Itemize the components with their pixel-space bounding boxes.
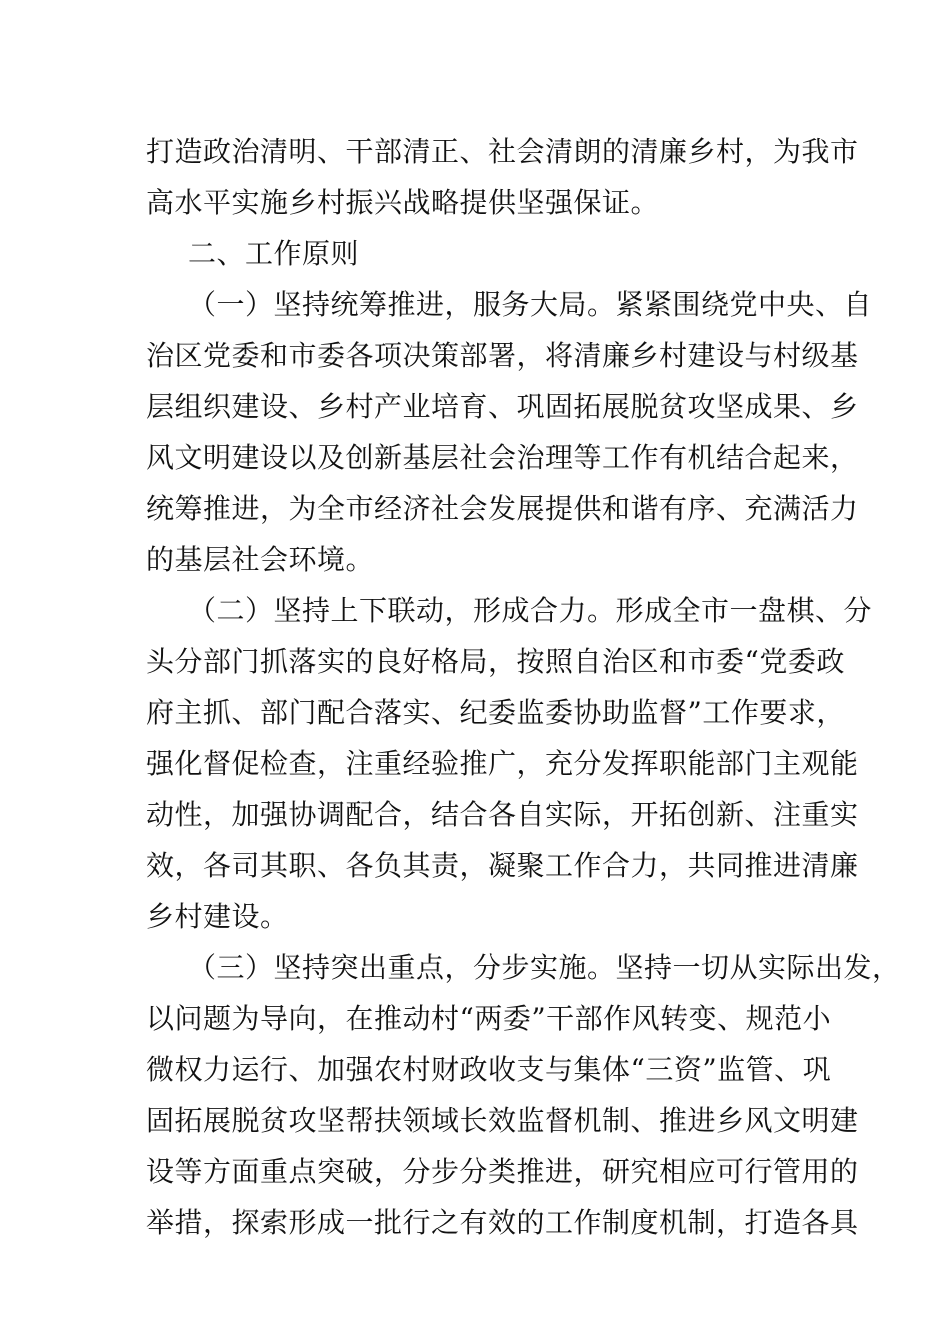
- paragraph-first-line: （二）坚持上下联动，形成合力。形成全市一盘棋、分: [188, 594, 873, 627]
- paragraph-first-line: （一）坚持统筹推进，服务大局。紧紧围绕党中央、自: [188, 288, 873, 321]
- text-line: 乡村建设。: [146, 900, 289, 933]
- text-line: 府主抓、部门配合落实、纪委监委协助监督”工作要求，: [146, 696, 845, 729]
- text-line: 以问题为导向，在推动村“两委”干部作风转变、规范小: [146, 1002, 832, 1035]
- text-line: 统筹推进，为全市经济社会发展提供和谐有序、充满活力: [146, 492, 859, 525]
- section-heading: 二、工作原则: [188, 237, 360, 270]
- text-line: 固拓展脱贫攻坚帮扶领域长效监督机制、推进乡风文明建: [146, 1104, 859, 1137]
- text-line: 举措，探索形成一批行之有效的工作制度机制，打造各具: [146, 1206, 859, 1239]
- text-line: 打造政治清明、干部清正、社会清朗的清廉乡村，为我市: [146, 135, 859, 168]
- text-line: 强化督促检查，注重经验推广，充分发挥职能部门主观能: [146, 747, 859, 780]
- text-line: 的基层社会环境。: [146, 543, 375, 576]
- text-line: 高水平实施乡村振兴战略提供坚强保证。: [146, 186, 660, 219]
- text-line: 风文明建设以及创新基层社会治理等工作有机结合起来，: [146, 441, 859, 474]
- text-line: 设等方面重点突破，分步分类推进，研究相应可行管用的: [146, 1155, 859, 1188]
- text-line: 头分部门抓落实的良好格局，按照自治区和市委“党委政: [146, 645, 845, 678]
- text-line: 治区党委和市委各项决策部署，将清廉乡村建设与村级基: [146, 339, 859, 372]
- text-line: 效，各司其职、各负其责，凝聚工作合力，共同推进清廉: [146, 849, 859, 882]
- text-line: 动性，加强协调配合，结合各自实际，开拓创新、注重实: [146, 798, 859, 831]
- text-line: 微权力运行、加强农村财政收支与集体“三资”监管、巩: [146, 1053, 832, 1086]
- text-line: 层组织建设、乡村产业培育、巩固拓展脱贫攻坚成果、乡: [146, 390, 859, 423]
- paragraph-first-line: （三）坚持突出重点，分步实施。坚持一切从实际出发，: [188, 951, 901, 984]
